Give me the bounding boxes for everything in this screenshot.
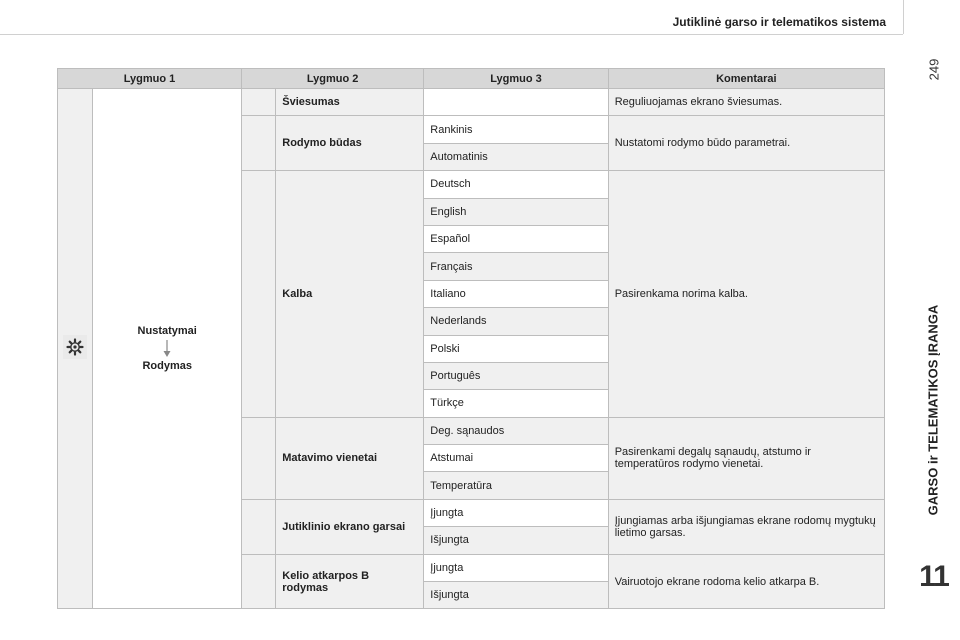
menu-level2-label: Rodymas [142,360,192,373]
arrow-down-icon [162,340,172,358]
page-number: 249 [926,58,942,81]
level2-blank [241,417,275,499]
level2-blank [241,116,275,171]
display-mode-option: Automatinis [424,143,608,170]
header-rule [0,34,903,35]
table-header-row [58,69,885,89]
col-header-level2: Lygmuo 2 [241,69,423,89]
units-label: Matavimo vienetai [276,417,424,499]
touch-sounds-option: Įjungta [424,499,608,526]
menu-level1-label: Nustatymai [137,325,197,338]
units-option: Deg. sąnaudos [424,417,608,444]
side-section-title: GARSO ir TELEMATIKOS ĮRANGA [925,304,941,516]
touch-sounds-option: Išjungta [424,527,608,554]
language-comment: Pasirenkama norima kalba. [608,171,884,418]
language-option: Português [424,362,608,389]
language-option: Polski [424,335,608,362]
brightness-label: Šviesumas [276,89,424,116]
language-option: Español [424,225,608,252]
language-option: Italiano [424,280,608,307]
language-option: Français [424,253,608,280]
brightness-level3 [424,89,608,116]
table-row [58,89,885,116]
level2-blank [241,499,275,554]
level2-blank [241,89,275,116]
route-b-comment: Vairuotojo ekrane rodoma kelio atkarpa B. [608,554,884,609]
header-vertical-rule [903,0,904,34]
route-b-option: Įjungta [424,554,608,581]
units-comment: Pasirenkami degalų sąnaudų, atstumo ir temperatūros rodymo vienetai. [608,417,884,499]
level1-icon-cell [58,89,93,609]
route-b-option: Išjungta [424,582,608,609]
touch-sounds-comment: Įjungiamas arba išjungiamas ekrane rodomų mygtukų lietimo garsas. [608,499,884,554]
settings-gear-icon [63,335,87,359]
language-option: Türkçe [424,390,608,417]
col-header-level3: Lygmuo 3 [424,69,608,89]
display-mode-comment: Nustatomi rodymo būdo parametrai. [608,116,884,171]
level1-menu-cell [93,89,242,609]
col-header-comments: Komentarai [608,69,884,89]
display-mode-option: Rankinis [424,116,608,143]
language-option: Nederlands [424,308,608,335]
settings-table [57,68,885,609]
chapter-number: 11 [919,560,949,593]
touch-sounds-label: Jutiklinio ekrano garsai [276,499,424,554]
display-mode-label: Rodymo būdas [276,116,424,171]
level2-blank [241,554,275,609]
brightness-comment: Reguliuojamas ekrano šviesumas. [608,89,884,116]
level2-blank [241,171,275,418]
language-label: Kalba [276,171,424,418]
language-option: Deutsch [424,171,608,198]
language-option: English [424,198,608,225]
route-b-label: Kelio atkarpos B rodymas [276,554,424,609]
col-header-level1: Lygmuo 1 [58,69,242,89]
units-option: Atstumai [424,445,608,472]
header-title: Jutiklinė garso ir telematikos sistema [672,15,886,29]
units-option: Temperatūra [424,472,608,499]
